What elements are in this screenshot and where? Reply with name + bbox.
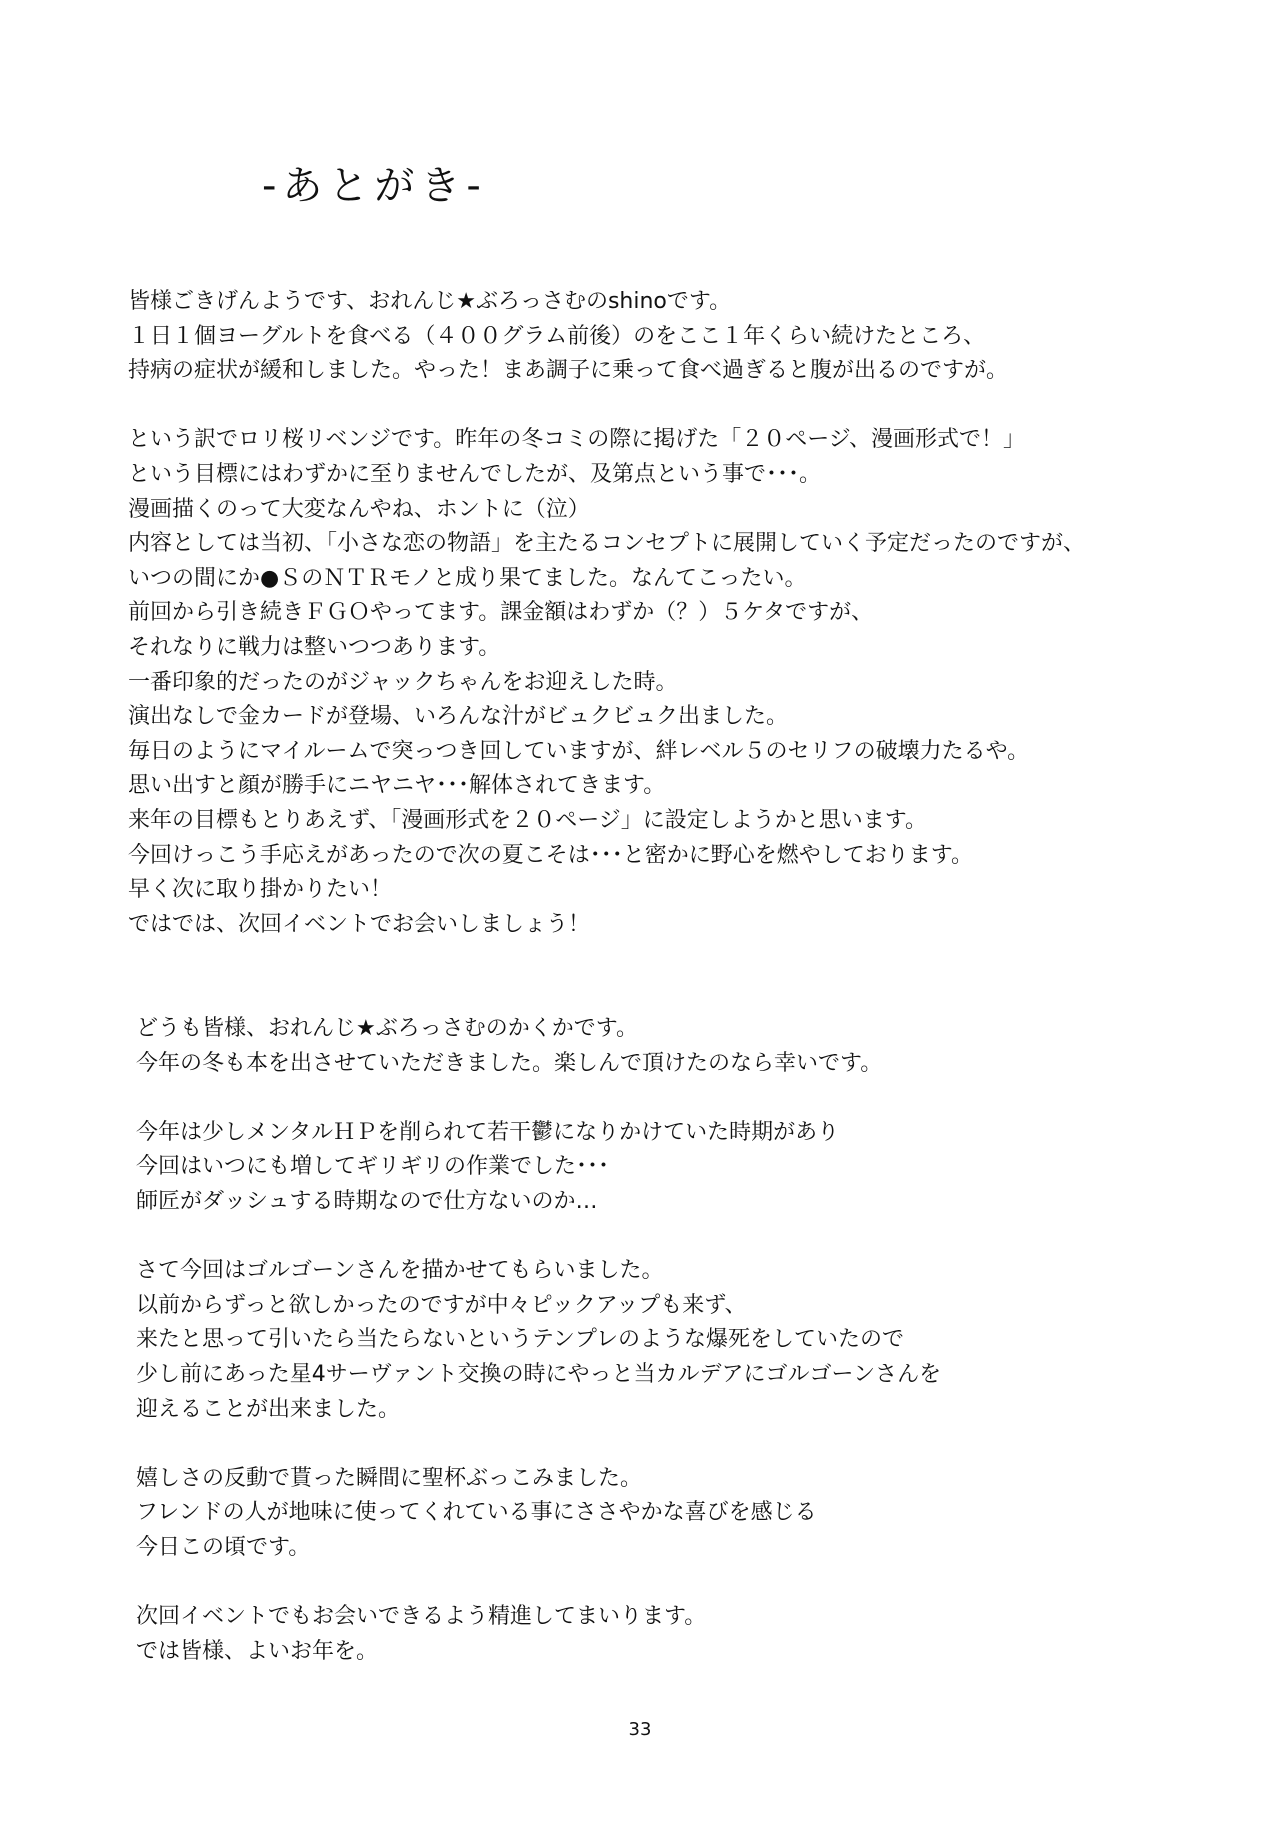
- text-line: 来たと思って引いたら当たらないというテンプレのような爆死をしていたので: [136, 1327, 905, 1353]
- text-line: 早く次に取り掛かりたい！: [128, 877, 393, 903]
- page-title: -あとがき-: [262, 163, 487, 209]
- text-line: どうも皆様、おれんじ★ぶろっさむのかくかです。: [136, 1016, 638, 1041]
- text-line: フレンドの人が地味に使ってくれている事にささやかな喜びを感じる: [136, 1500, 817, 1526]
- text-line: １日１個ヨーグルトを食べる（４００グラム前後）のをここ１年くらい続けたところ、: [128, 323, 986, 349]
- text-line: という目標にはわずかに至りませんでしたが、及第点という事で･･･。: [128, 461, 822, 487]
- afterword-section-shino: [128, 285, 1085, 942]
- text-line: 来年の目標もとりあえず、「漫画形式を２０ページ」に設定しようかと思います。: [128, 807, 928, 833]
- text-line: 演出なしで金カードが登場、いろんな汁がビュクビュク出ました。: [128, 704, 789, 730]
- page-number: 33: [628, 1719, 652, 1740]
- text-line: 今回けっこう手応えがあったので次の夏こそは･･･と密かに野心を燃やしております。: [128, 842, 974, 868]
- blank-line: [136, 1081, 941, 1116]
- text-line: それなりに戦力は整いつつあります。: [128, 634, 501, 660]
- text-line: 今年は少しメンタルＨＰを削られて若干鬱になりかけていた時期があり: [136, 1119, 840, 1145]
- blank-line: [136, 1220, 941, 1255]
- text-line: ではでは、次回イベントでお会いしましょう！: [128, 911, 591, 937]
- text-line: 今日この頃です。: [136, 1534, 311, 1560]
- text-line: いつの間にか●ＳのＮＴＲモノと成り果てました。なんてこったい。: [128, 565, 807, 591]
- text-line: 一番印象的だったのがジャックちゃんをお迎えした時。: [128, 669, 678, 695]
- text-line: 漫画描くのって大変なんやね、ホントに（泣）: [128, 496, 590, 522]
- text-line: さて今回はゴルゴーンさんを描かせてもらいました。: [136, 1258, 664, 1284]
- text-line: 皆様ごきげんようです、おれんじ★ぶろっさむのshinoです。: [128, 289, 732, 314]
- text-line: 思い出すと顔が勝手にニヤニヤ･･･解体されてきます。: [128, 773, 666, 799]
- text-line: 毎日のようにマイルームで突っつき回していますが、絆レベル５のセリフの破壊力たるや。: [128, 738, 1030, 764]
- text-line: 迎えることが出来ました。: [136, 1396, 401, 1422]
- text-line: 前回から引き続きＦＧＯやってます。課金額はわずか（？）５ケタですが、: [128, 600, 874, 626]
- blank-line: [136, 1566, 941, 1601]
- text-line: 嬉しさの反動で貰った瞬間に聖杯ぶっこみました。: [136, 1465, 643, 1491]
- text-line: 以前からずっと欲しかったのですが中々ピックアップも来ず、: [136, 1292, 747, 1318]
- text-line: 今回はいつにも増してギリギリの作業でした･･･: [136, 1154, 610, 1180]
- text-line: 今年の冬も本を出させていただきました。楽しんで頂けたのなら幸いです。: [136, 1050, 883, 1076]
- text-line: では皆様、よいお年を。: [136, 1638, 379, 1664]
- blank-line: [136, 1427, 941, 1462]
- text-line: 次回イベントでもお会いできるよう精進してまいります。: [136, 1604, 707, 1630]
- text-line: 持病の症状が緩和しました。やった！まあ調子に乗って食べ過ぎると腹が出るのですが。: [128, 358, 1009, 384]
- text-line: 師匠がダッシュする時期なので仕方ないのか…: [136, 1188, 598, 1214]
- blank-line: [128, 389, 1085, 424]
- text-line: という訳でロリ桜リベンジです。昨年の冬コミの際に掲げた「２０ページ、漫画形式で！」: [128, 427, 1026, 453]
- afterword-section-kakuka: [136, 1012, 941, 1669]
- text-line: 少し前にあった星4サーヴァント交換の時にやっと当カルデアにゴルゴーンさんを: [136, 1361, 942, 1387]
- text-line: 内容としては当初、「小さな恋の物語」を主たるコンセプトに展開していく予定だったのですが、: [128, 531, 1086, 557]
